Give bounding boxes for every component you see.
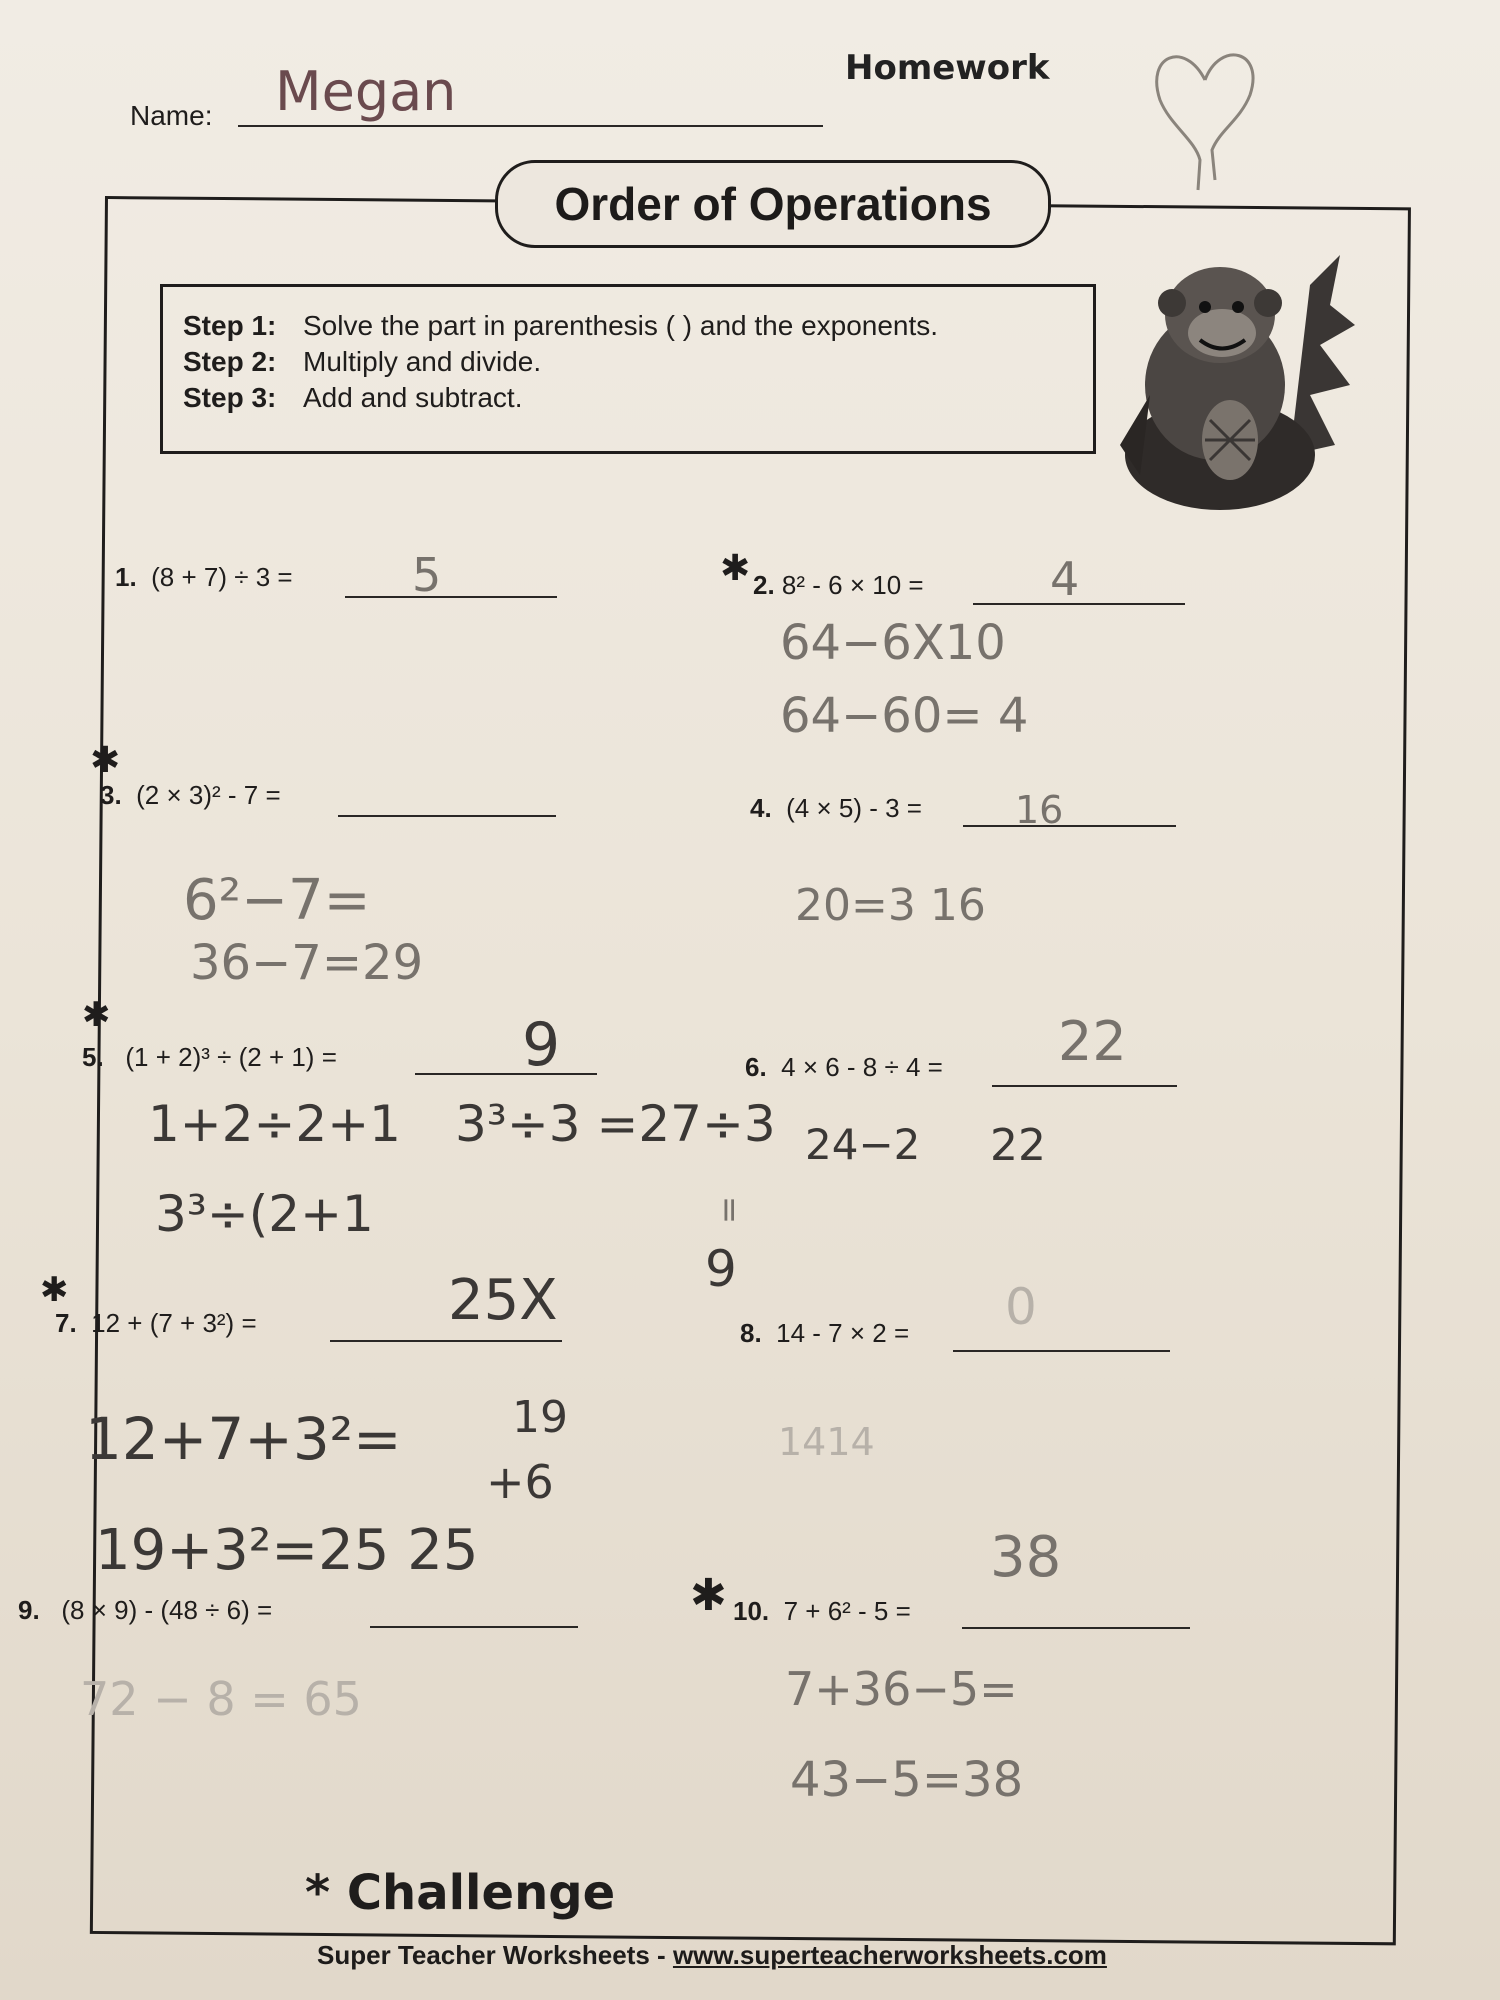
problem-expression: (2 × 3)² - 7 = [136, 780, 281, 810]
answer-10: 38 [990, 1525, 1062, 1590]
answer-line-3 [338, 815, 556, 817]
footer [317, 1940, 1107, 1971]
work-line: 1+2÷2+1 [148, 1095, 401, 1153]
step-label: Step 2: [183, 346, 277, 377]
step-text: Add and subtract. [303, 382, 523, 413]
answer-1: 5 [412, 548, 442, 602]
challenge-star: ✱ [90, 740, 121, 781]
problem-number: 4. [750, 793, 772, 823]
name-line [238, 125, 823, 127]
problem-number: 7. [55, 1308, 77, 1338]
problem-1 [115, 562, 293, 593]
work-line: 12+7+3²= [85, 1405, 402, 1473]
work-line: = [709, 1195, 750, 1225]
name-value: Megan [275, 60, 457, 123]
homework-note: Homework [845, 48, 1050, 88]
problem-expression: 8² - 6 × 10 = [781, 570, 924, 600]
work-line: +6 [486, 1455, 554, 1509]
challenge-star: ✱ [40, 1270, 69, 1310]
answer-line-6 [992, 1085, 1177, 1087]
step-label: Step 3: [183, 382, 277, 413]
work-line: 24−2 [805, 1120, 921, 1169]
challenge-star: ✱ [720, 548, 751, 589]
problem-expression: 7 + 6² - 5 = [783, 1596, 911, 1626]
problem-expression: (1 + 2)³ ÷ (2 + 1) = [125, 1042, 337, 1072]
problem-9 [18, 1595, 272, 1626]
answer-2: 4 [1050, 552, 1080, 606]
challenge-note: * Challenge [305, 1865, 616, 1921]
problem-6 [745, 1052, 943, 1083]
problem-number: 10. [733, 1596, 770, 1626]
work-line: 19 [512, 1392, 568, 1443]
work-line: 72 − 8 = 65 [80, 1672, 362, 1726]
work-line: 43−5=38 [790, 1752, 1024, 1808]
problem-number: 2. [753, 570, 775, 600]
step-text: Multiply and divide. [303, 346, 542, 377]
work-line: 6²−7= [183, 868, 371, 933]
step-label: Step 1: [183, 310, 277, 341]
answer-line-5 [415, 1073, 597, 1075]
work-line: 64−60= 4 [780, 688, 1029, 744]
work-line: 7+36−5= [785, 1662, 1018, 1716]
work-line: 1414 [778, 1420, 875, 1464]
heart-doodle-icon [1140, 30, 1270, 200]
problem-expression: 4 × 6 - 8 ÷ 4 = [781, 1052, 943, 1082]
challenge-star: ✱ [82, 995, 111, 1035]
step-2 [183, 346, 541, 378]
answer-5: 9 [522, 1010, 561, 1080]
problem-number: 8. [740, 1318, 762, 1348]
problem-number: 9. [18, 1595, 40, 1625]
problem-3 [100, 780, 281, 811]
problem-expression: (8 + 7) ÷ 3 = [151, 562, 293, 592]
step-3 [183, 382, 522, 414]
answer-line-9 [370, 1626, 578, 1628]
problem-5 [82, 1042, 337, 1073]
work-line: 36−7=29 [190, 935, 424, 991]
problem-number: 5. [82, 1042, 104, 1072]
work-line: 3³÷(2+1 [155, 1185, 374, 1243]
answer-line-7 [330, 1340, 562, 1342]
step-text: Solve the part in parenthesis ( ) and the exponents. [303, 310, 939, 341]
answer-6: 22 [1058, 1010, 1127, 1073]
problem-number: 3. [100, 780, 122, 810]
problem-4 [750, 793, 922, 824]
work-line: 3³÷3 =27÷3 [455, 1095, 776, 1153]
footer-url[interactable]: www.superteacherworksheets.com [672, 1940, 1107, 1970]
problem-expression: 12 + (7 + 3²) = [91, 1308, 257, 1338]
name-label: Name: [130, 100, 213, 131]
challenge-star: ✱ [690, 1570, 727, 1621]
problem-10 [733, 1596, 911, 1627]
problem-2 [753, 570, 924, 601]
problem-number: 1. [115, 562, 137, 592]
step-1 [183, 310, 938, 342]
work-line: 19+3²=25 25 [95, 1518, 479, 1583]
answer-line-8 [953, 1350, 1170, 1352]
problem-expression: 14 - 7 × 2 = [776, 1318, 910, 1348]
work-line: 22 [990, 1120, 1046, 1171]
worksheet-title: Order of Operations [495, 160, 1051, 248]
answer-line-4 [963, 825, 1176, 827]
problem-expression: (4 × 5) - 3 = [786, 793, 922, 823]
work-line: 20=3 16 [795, 880, 986, 931]
answer-8: 0 [1005, 1278, 1037, 1336]
footer-brand: Super Teacher Worksheets - [317, 1940, 673, 1970]
answer-7: 25X [448, 1268, 558, 1333]
work-line: 64−6X10 [780, 615, 1006, 671]
answer-line-1 [345, 596, 557, 598]
work-line: 9 [705, 1240, 737, 1298]
problem-number: 6. [745, 1052, 767, 1082]
answer-4: 16 [1015, 788, 1064, 832]
problem-8 [740, 1318, 909, 1349]
problem-7 [55, 1308, 257, 1339]
answer-line-10 [962, 1627, 1190, 1629]
monkey-illustration [1110, 245, 1360, 515]
problem-expression: (8 × 9) - (48 ÷ 6) = [61, 1595, 273, 1625]
